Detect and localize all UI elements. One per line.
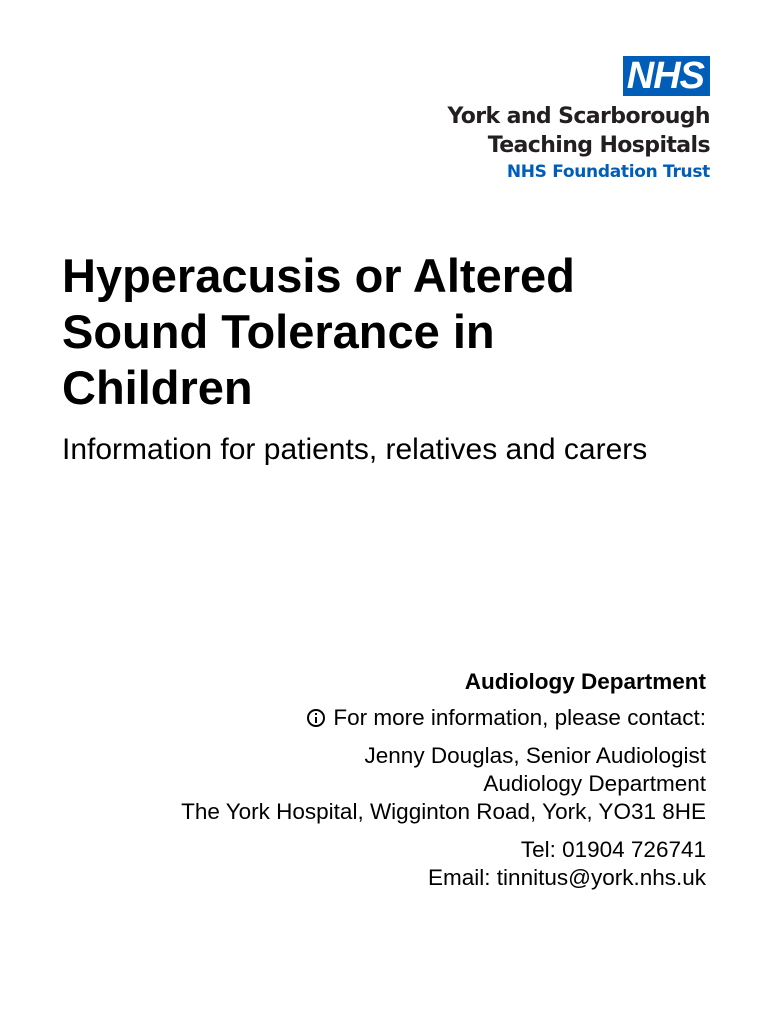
contact-email: Email: tinnitus@york.nhs.uk bbox=[428, 865, 706, 890]
trust-name-line-1: York and Scarborough bbox=[447, 104, 710, 129]
contact-prompt: For more information, please contact: bbox=[333, 705, 706, 730]
title-line-1: Hyperacusis or Altered bbox=[62, 249, 575, 302]
trust-logo bbox=[380, 56, 710, 184]
document-subtitle: Information for patients, relatives and carers bbox=[62, 433, 648, 466]
contact-telephone: Tel: 01904 726741 bbox=[520, 837, 706, 862]
title-line-3: Children bbox=[62, 361, 253, 414]
trust-subtitle: NHS Foundation Trust bbox=[506, 162, 710, 182]
contact-address bbox=[46, 742, 706, 826]
contact-details bbox=[46, 836, 706, 892]
title-line-2: Sound Tolerance in bbox=[62, 305, 495, 358]
contact-prompt-line bbox=[46, 704, 706, 732]
trust-name-line-2: Teaching Hospitals bbox=[487, 133, 710, 158]
contact-street-address: The York Hospital, Wigginton Road, York, YO31 8HE bbox=[181, 799, 706, 824]
contact-department: Audiology Department bbox=[483, 771, 706, 796]
document-title bbox=[62, 248, 722, 416]
nhs-logo-badge: NHS bbox=[623, 56, 710, 96]
contact-name: Jenny Douglas, Senior Audiologist bbox=[364, 743, 706, 768]
department-heading: Audiology Department bbox=[464, 669, 706, 694]
contact-block bbox=[46, 668, 706, 892]
info-icon bbox=[307, 709, 325, 727]
